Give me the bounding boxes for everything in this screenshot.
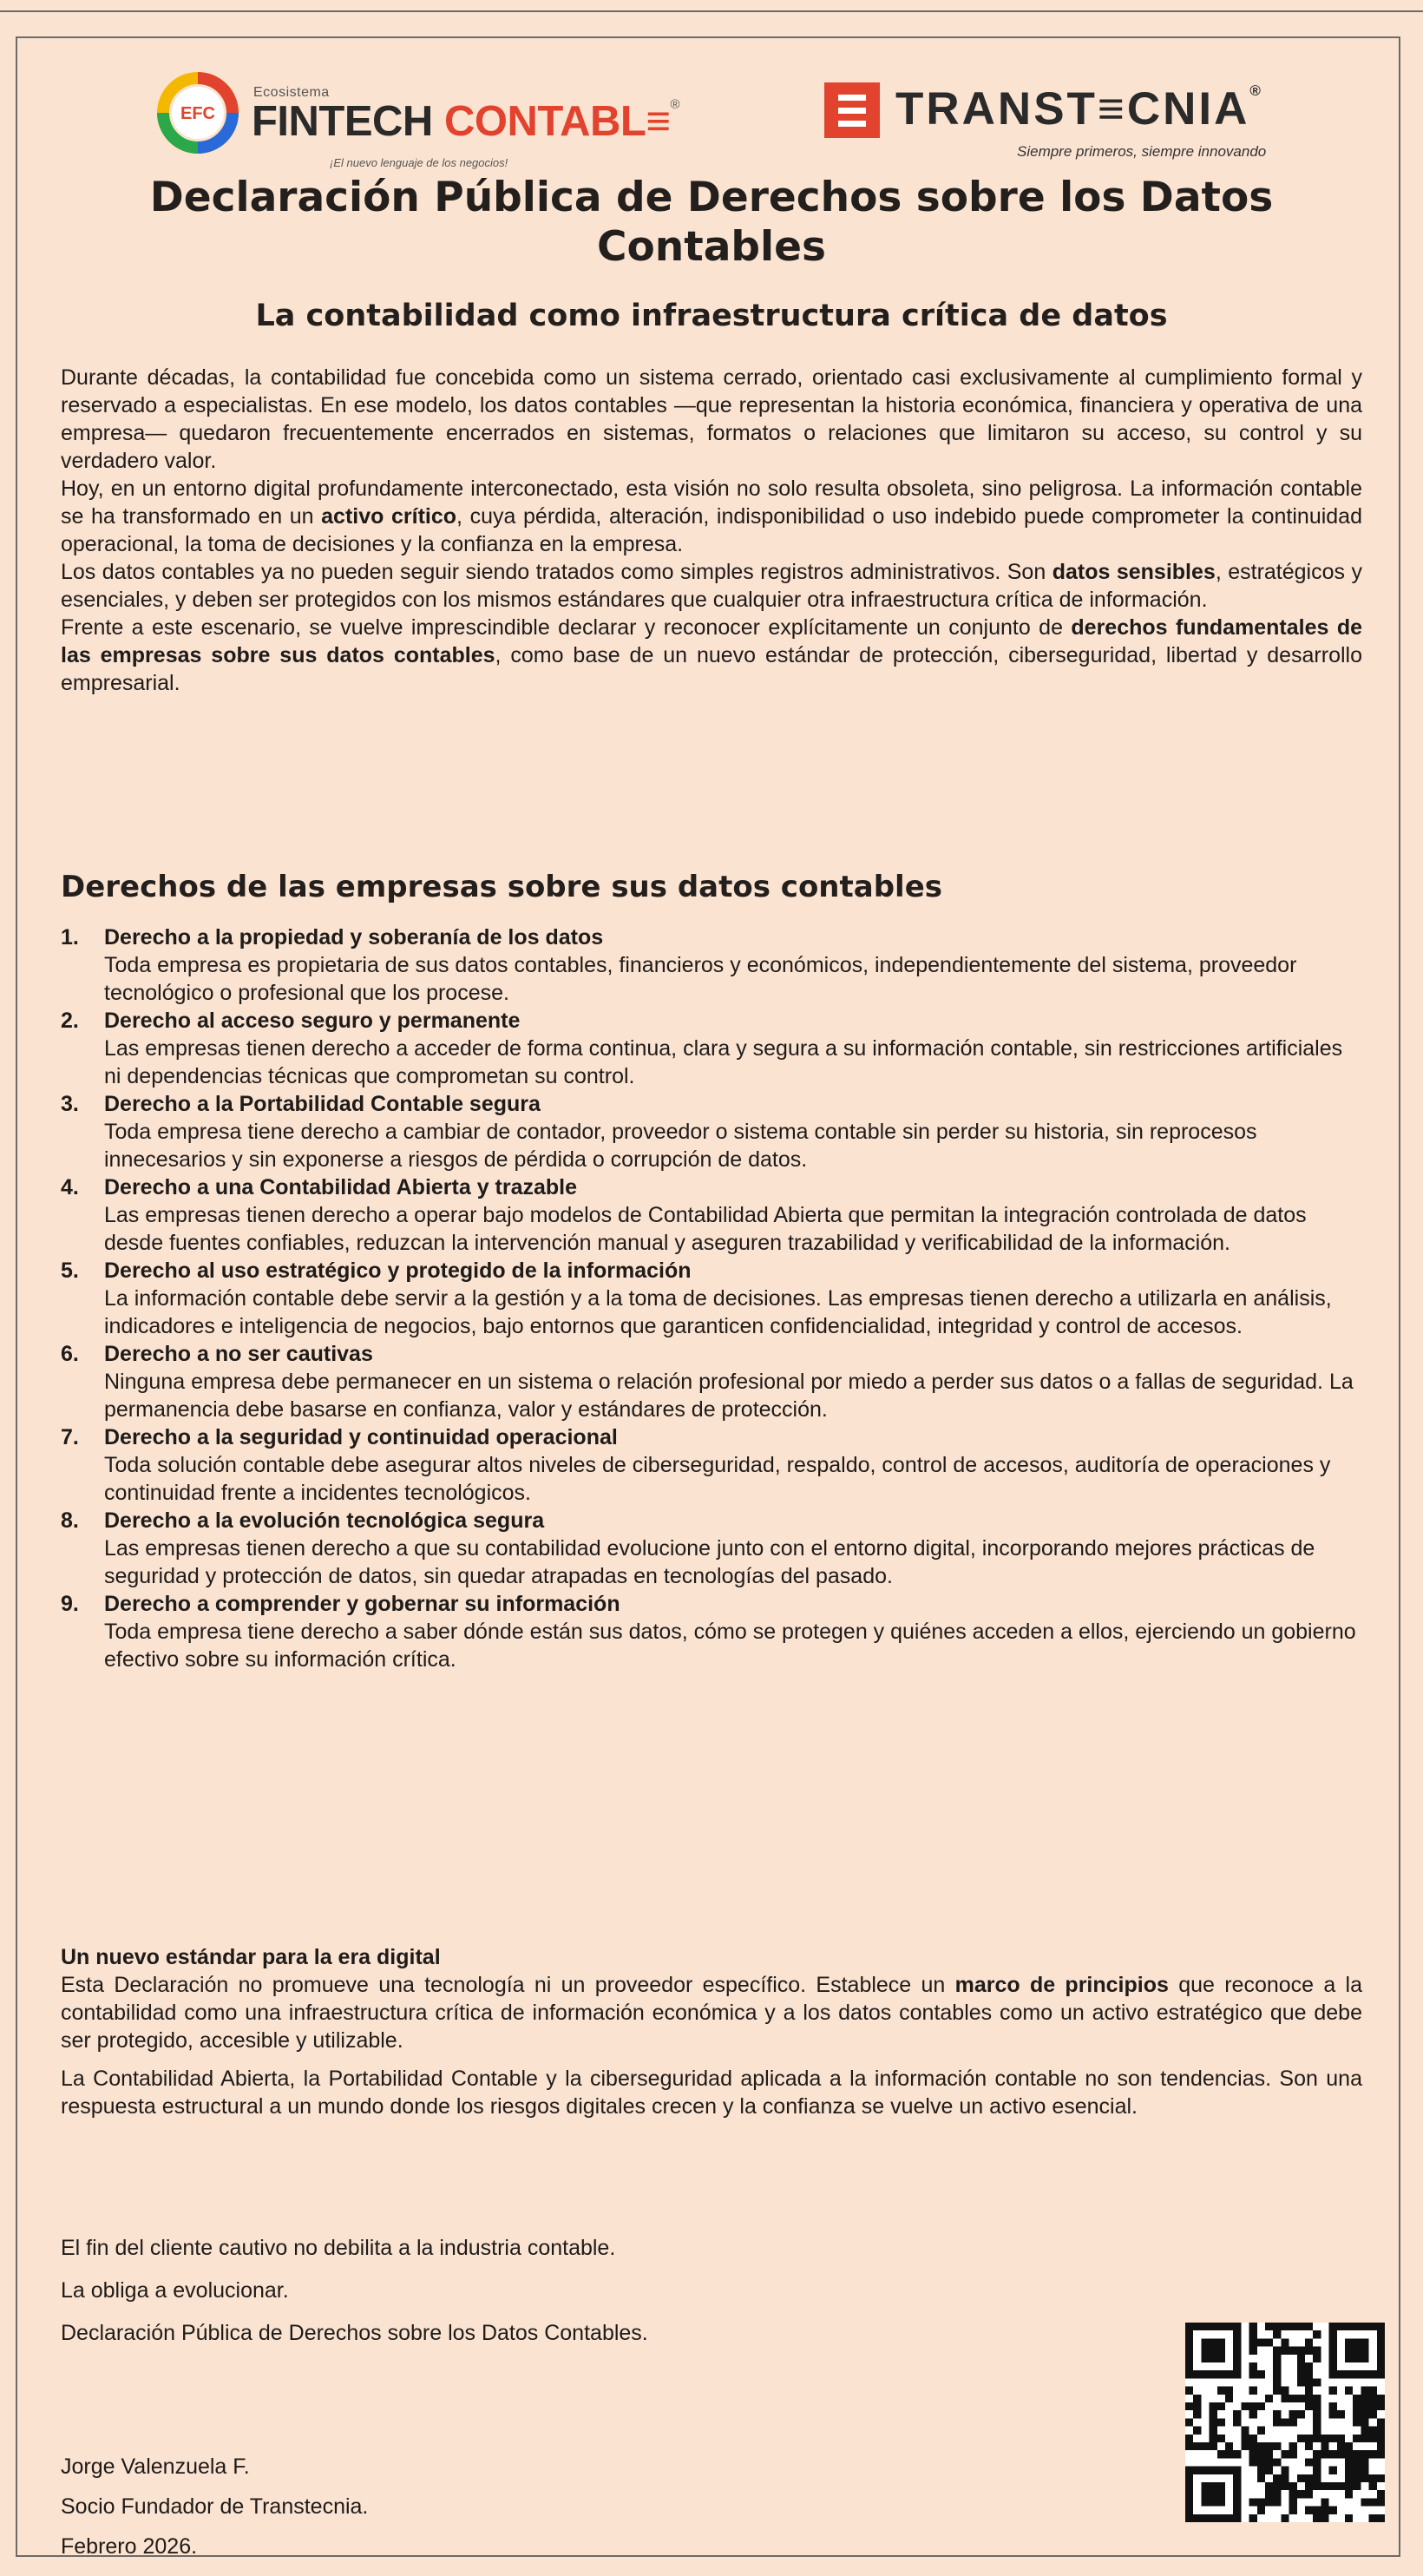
right-item (61, 1423, 1362, 1507)
intro-p4-text-c: , como base de un nuevo estándar de protección, ciberseguridad, libertad y desarrollo empresarial. (61, 643, 1362, 695)
transtecnia-tagline: Siempre primeros, siempre innovando (1017, 143, 1267, 160)
rights-list (61, 923, 1362, 1673)
declaration-frame (16, 36, 1400, 2557)
standard-p1-text-a: Esta Declaración no promueve una tecnología ni un proveedor específico. Establece un (61, 1973, 955, 1997)
right-item (61, 1340, 1362, 1423)
right-text: Las empresas tienen derecho a operar bajo modelos de Contabilidad Abierta que permitan la integración controlada de datos desde fuentes confiables, reduzcan la intervención manual y aseguren trazabilidad y verificabilidad de la información. (104, 1203, 1307, 1255)
intro-paragraph-3 (61, 558, 1362, 614)
right-item (61, 1090, 1362, 1173)
intro-paragraph-1: Durante décadas, la contabilidad fue concebida como un sistema cerrado, orientado casi exclusivamente al cumplimiento formal y reservado a especialistas. En ese modelo, los datos contables —que representan la historia económica, financiera y operativa de una empresa— quedaron frecuentemente encerrados en sistemas, formatos o relaciones que limitaron su acceso, su control y su verdadero valor. (61, 365, 1362, 473)
right-text: Toda empresa es propietaria de sus datos contables, financieros y económicos, independientemente del sistema, proveedor tecnológico o profesional que los procese. (104, 953, 1297, 1005)
fintech-registered: ® (670, 97, 679, 112)
page-subtitle: La contabilidad como infraestructura crítica de datos (255, 299, 1168, 333)
transtecnia-registered: ® (1249, 82, 1261, 99)
top-rule (0, 10, 1423, 12)
efc-ring-icon (156, 71, 239, 154)
fintech-eyebrow: Ecosistema (253, 85, 330, 100)
right-text: Las empresas tienen derecho a acceder de forma continua, clara y segura a su información contable, sin restricciones artificiales ni dependencias técnicas que comprometan su control. (104, 1036, 1343, 1088)
standard-p1-text-c: que reconoce a la contabilidad como una infraestructura crítica de información económica y a los datos contables como un activo estratégico que debe ser protegido, accesible y utilizable. (61, 1973, 1363, 2053)
right-text: Toda empresa tiene derecho a saber dónde están sus datos, cómo se protegen y quiénes acceden a ellos, ejerciendo un gobierno efectivo sobre su información crítica. (104, 1620, 1356, 1672)
intro-p4-bold: derechos fundamentales de las empresas sobre sus datos contables (61, 615, 1362, 667)
signature-date: Febrero 2026. (61, 2534, 198, 2559)
signature-name: Jorge Valenzuela F. (61, 2454, 250, 2479)
right-title: Derecho a la propiedad y soberanía de los datos (104, 925, 604, 950)
closing-line-1: El fin del cliente cautivo no debilita a la industria contable. (61, 2236, 616, 2260)
intro-p2-bold: activo crítico (321, 504, 457, 529)
transtecnia-brand-name (895, 82, 1261, 135)
right-title: Derecho a la evolución tecnológica segura (104, 1508, 545, 1533)
right-title: Derecho al acceso seguro y permanente (104, 1009, 521, 1033)
standard-paragraph-1 (61, 1971, 1362, 2054)
right-number: 7. (61, 1425, 79, 1449)
right-title: Derecho a la Portabilidad Contable segura (104, 1092, 541, 1116)
right-text: Las empresas tienen derecho a que su contabilidad evolucione junto con el entorno digital, incorporando mejores prácticas de seguridad y protección de datos, sin quedar atrapadas en tecnologías del pasado. (104, 1536, 1315, 1588)
right-title: Derecho a una Contabilidad Abierta y trazable (104, 1175, 578, 1199)
standard-paragraph-2: La Contabilidad Abierta, la Portabilidad Contable y la ciberseguridad aplicada a la información contable no son tendencias. Son una respuesta estructural a un mundo donde los riesgos digitales crecen y la confianza se vuelve un activo esencial. (61, 2067, 1362, 2119)
fintech-name-b: CONTABL≡ (443, 98, 671, 145)
intro-p3-bold: datos sensibles (1052, 560, 1216, 584)
right-item (61, 1173, 1362, 1257)
right-text: La información contable debe servir a la gestión y a la toma de decisiones. Las empresas tienen derecho a utilizarla en análisis, indicadores e inteligencia de negocios, bajo entornos que garanticen confidencialidad, integridad y control de accesos. (104, 1286, 1332, 1338)
right-number: 1. (61, 925, 79, 950)
standard-title: Un nuevo estándar para la era digital (61, 1945, 441, 1969)
fintech-brand-name (252, 97, 679, 146)
right-item (61, 1507, 1362, 1590)
right-text: Toda empresa tiene derecho a cambiar de contador, proveedor o sistema contable sin perder su historia, sin reprocesos innecesarios y sin exponerse a riesgos de pérdida o corrupción de datos. (104, 1120, 1257, 1172)
right-number: 3. (61, 1092, 79, 1116)
fintech-name-a: FINTECH (252, 98, 433, 145)
right-text: Toda solución contable debe asegurar altos niveles de ciberseguridad, respaldo, control de accesos, auditoría de operaciones y continuidad frente a incidentes tecnológicos. (104, 1453, 1331, 1505)
right-number: 6. (61, 1342, 79, 1366)
page-title: Declaración Pública de Derechos sobre los Datos Contables (149, 174, 1274, 271)
right-number: 8. (61, 1508, 79, 1533)
intro-p3-text-a: Los datos contables ya no pueden seguir siendo tratados como simples registros administrativos. Son (61, 560, 1052, 584)
intro-paragraph-2 (61, 475, 1362, 558)
closing-line-3: Declaración Pública de Derechos sobre los Datos Contables. (61, 2321, 648, 2345)
intro-p2-text-c: , cuya pérdida, alteración, indisponibilidad o uso indebido puede comprometer la continuidad operacional, la toma de decisiones y la confianza en la empresa. (61, 504, 1362, 556)
right-item (61, 1590, 1362, 1673)
efc-initials: EFC (180, 104, 215, 123)
standard-section (61, 1943, 1362, 2131)
right-title: Derecho a comprender y gobernar su información (104, 1592, 620, 1616)
right-number: 9. (61, 1592, 79, 1616)
signature-block (61, 2447, 368, 2566)
right-text: Ninguna empresa debe permanecer en un sistema o relación profesional por miedo a perder sus datos o a fallas de seguridad. La permanencia debe basarse en confianza, valor y estándares de protección. (104, 1370, 1354, 1422)
right-title: Derecho a no ser cautivas (104, 1342, 373, 1366)
rights-heading: Derechos de las empresas sobre sus datos contables (61, 870, 942, 904)
right-item (61, 1257, 1362, 1340)
right-item (61, 923, 1362, 1007)
intro-p2-text-a: Hoy, en un entorno digital profundamente interconectado, esta visión no solo resulta obsoleta, sino peligrosa. La información contable se ha transformado en un (61, 476, 1362, 529)
right-number: 4. (61, 1175, 79, 1199)
signature-role: Socio Fundador de Transtecnia. (61, 2494, 369, 2519)
fintech-tagline: ¡El nuevo lenguaje de los negocios! (330, 156, 508, 169)
qr-code[interactable] (1185, 2323, 1385, 2522)
right-title: Derecho al uso estratégico y protegido de la información (104, 1258, 692, 1283)
intro-section (61, 364, 1362, 697)
transtecnia-name: TRANST≡CNIA (895, 83, 1250, 135)
standard-p1-bold: marco de principios (954, 1973, 1169, 1997)
right-number: 5. (61, 1258, 79, 1283)
intro-p4-text-a: Frente a este escenario, se vuelve imprescindible declarar y reconocer explícitamente un conjunto de (61, 615, 1072, 640)
intro-p3-text-c: , estratégicos y esenciales, y deben ser protegidos con los mismos estándares que cualquier otra infraestructura crítica de información. (61, 560, 1362, 612)
right-number: 2. (61, 1009, 79, 1033)
transtecnia-mark-icon (824, 82, 880, 138)
right-item (61, 1007, 1362, 1090)
closing-section (61, 2234, 1137, 2362)
intro-paragraph-4 (61, 614, 1362, 697)
closing-line-2: La obliga a evolucionar. (61, 2278, 289, 2303)
fintech-contable-logo (156, 71, 679, 184)
right-title: Derecho a la seguridad y continuidad operacional (104, 1425, 618, 1449)
